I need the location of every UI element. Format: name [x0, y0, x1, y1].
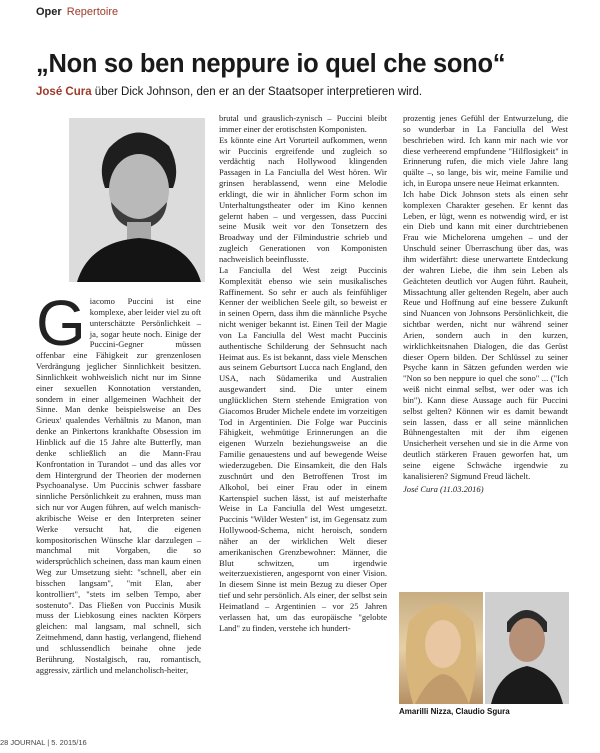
- article-column-3: [403, 113, 568, 494]
- photo-amarilli-nizza: [399, 592, 483, 704]
- article-title: „Non so ben neppure io quel che sono“: [36, 50, 506, 78]
- portrait-photo: [69, 118, 205, 282]
- column2-paragraph-3: La Fanciulla del West zeigt Puccinis Komplexität ebenso wie sein musikalisches Raffinement. So sehr er auch als feinfühliger Kenner der weiblichen Seele gilt, so beweist er in seinen Opern, dass ihm die männliche Psyche nicht weniger bekannt ist. Einen Teil der Magie von La Fanciulla del West macht Puccinis authentische Schilderung der Sehnsucht nach Heimat aus. Es ist bekannt, dass viele Menschen aus seinem Geburtsort Lucca nach England, den USA, nach Südamerika und Australien ausgewandert sind. Die unter einem unglücklichen Stern stehende Emigration von Giacomos Bruder Michele endete im vorzeitigen Tod in Argentinien. Die Folge war Puccinis Fähigkeit, wehmütige Erinnerungen an die eigenen Wurzeln beziehungsweise an die Familie genauestens und auf bewegende Weise wiederzugeben. Die Einsamkeit, die den Hals zuschnürt und den Betroffenen Trost im Alkohol, bei einer Frau oder in einem Kartenspiel suchen lässt, ist auf meisterhafte Weise in La Fanciulla del West umgesetzt. Puccinis "Wilder Westen" ist, im Gegensatz zum Hollywood-Schema, nicht heroisch, sondern näher an der wirklichen Welt dieser amerikanischen Grenzbewohner: Männer, die Blut schwitzen, um irgendwie weiterzuexistieren, angespornt von einer Vision. In diesem Sinne ist mein Bezug zu dieser Oper tief und sehr persönlich. Als einer, der selbst sein Heimatland – Argentinien – vor 25 Jahren verlassen hat, um das europäische "gelobte Land" zu finden, verstehe ich hundert-: [219, 264, 387, 633]
- signature: José Cura (11.03.2016): [403, 483, 484, 494]
- drop-cap: G: [36, 287, 86, 359]
- page-footer: 28 JOURNAL | 5. 2015/16: [0, 738, 87, 747]
- column1-text: iacomo Puccini ist eine komplexe, aber leider viel zu oft unterschätzte Persönlichkeit – ja, sogar heute noch. Einige der Puccini-Gegner müssen offenbar eine Fähigkeit zur grenzenlosen Verdrängung jeglicher Sinnlichkeit besitzen. Sinnlichkeit wohlweislich nicht nur im Sinne einer sexuellen Konnotation verstanden, sondern in einer allgemeinen Wachheit der Sinne. Man denke beispielsweise an Des Grieux' qualendes Verhältnis zu Manon, man denke an Pinkertons krankhafte Obsession im Hinblick auf die 15 Jahre alte Butterfly, man denke schließlich an die Mann-Frau Konfrontation in Turandot – und das alles vor dem Hintergrund der Theorien der modernen Psychoanalyse. Um Puccinis schwer fassbare sinnliche Persönlichkeit zu erahnen, muss man sich nur vor Augen führen, auf welch manisch-akribische Weise er den Interpreten seiner Werke versucht hat, die eigenen kompositorischen Wünsche klar darzulegen – manchmal mit Vorgaben, die so widersprüchlich scheinen, dass man kaum einen Weg zur Umsetzung sieht: "schnell, aber ein bisschen langsam", "mit Elan, aber kontrolliert", "stets im selben Tempo, aber sostenuto". Das Fließen von Puccinis Musik muss der Liebkosung eines nackten Körpers gleichen: mal langsam, mal schnell, sich Zeitnehmend, dann hastig, verlangend, fliehend und schlussendlich beinahe ohne jede Berührung. Nostalgisch, rau, romantisch, aggressiv, zärtlich und melancholisch-heiter,: [36, 296, 201, 675]
- singer-portrait-a: [399, 592, 483, 704]
- subtitle-text: über Dick Johnson, den er an der Staatsoper interpretieren wird.: [91, 86, 423, 98]
- article-subtitle: [36, 86, 576, 98]
- portrait-illustration: [69, 118, 205, 282]
- article-column-2: [219, 113, 387, 721]
- singer-portrait-b: [485, 592, 569, 704]
- section-label: Oper: [36, 6, 62, 18]
- photo-caption: Amarilli Nizza, Claudio Sgura: [399, 707, 510, 716]
- column3-paragraph-2: Ich habe Dick Johnson stets als einen sehr komplexen Charakter gesehen. Er kennt das Leben, er lügt, wenn es notwendig wird, er ist ein Dieb und kann mit einer durchtriebenen Frau wie Michelorena umgehen – und der Unschuld seiner Überraschung über das, was ihm widerfährt: diese unerwartete Entdeckung der wahren Liebe, die ihm sein Leben als Geächteten deutlich vor Augen führt. Rauheit, Missachtung aller geltenden Regeln, aber auch Reue und Hoffnung auf eine bessere Zukunft sind Nuancen von Johnsons Persönlichkeit, die sichtbar werden, nicht nur während seiner Arien, sondern auch in den kurzen, wirklichkeitsnahen Dialogen, die das Gerüst dieser Opern bilden. Der Schlüssel zu seiner Psyche kann in Sätzen gefunden werden wie "Non so ben neppure io quel che sono" ... ("Ich weiß nicht einmal selbst, wer oder was ich bin"). Kann diese Aussage auch für Puccini selbst gelten? Können wir es damit bewandt sein lassen, dass er all seine männlichen Bühnengestalten mit der ihm eigenen Unsicherheit versehen und sie in die Arme von deutlich stärkeren Frauen geworfen hat, um seine eigene Schwäche irgendwie zu kanalisieren? Sigmund Freud lächelt.: [403, 188, 568, 481]
- author-name: José Cura: [36, 86, 92, 98]
- column2-paragraph-2: Es könnte eine Art Vorurteil aufkommen, wenn wir Puccinis ergreifende und zugleich so verdächtig nach Hollywood klingenden Passagen in La Fanciulla del West hören. Wir grinsen herablassend, wenn eine Melodie erklingt, die wir in ähnlicher Form schon im Unterhaltungstheater oder im Kino kennen gelernt haben – und vergessen, dass Puccini seine Musik weit vor den Tonsetzern des Broadway und der Filmindustrie schrieb und zugleich Generationen von Komponisten nachweislich beeinflusste.: [219, 134, 387, 264]
- article-column-1: [36, 287, 201, 721]
- column3-paragraph-1: prozentig jenes Gefühl der Entwurzelung, die so wunderbar in La Fanciulla del West beschrieben wird. Ich kann mir nach wie vor diese verheerend empfundene "Hilflosigkeit" in Erinnerung rufen, die mich viele Jahre lang quälte –, so lange, bis wir, meine Familie und ich, in Europa unsere neue Heimat erkannten.: [403, 113, 568, 189]
- column2-paragraph-1: brutal und grauslich-zynisch – Puccini bleibt immer einer der erotischsten Komponisten.: [219, 113, 387, 134]
- section-header: [36, 6, 118, 18]
- photo-claudio-sgura: [485, 592, 569, 704]
- category-label: Repertoire: [66, 6, 119, 18]
